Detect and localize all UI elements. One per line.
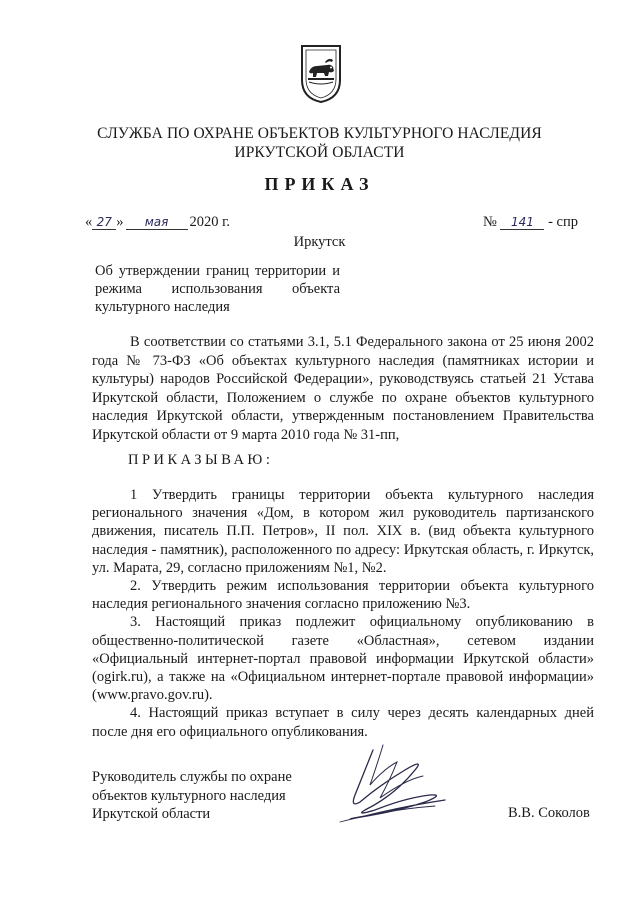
handwritten-signature-icon: [335, 740, 465, 835]
subject-line: культурного наследия: [95, 299, 230, 315]
document-subject: [95, 262, 340, 316]
subject-line: Об утверждении границ территории и: [95, 263, 340, 279]
order-heading: ПРИКАЗЫВАЮ:: [128, 452, 274, 468]
document-title: ПРИКАЗ: [264, 174, 375, 194]
signer-name: В.В. Соколов: [508, 805, 590, 821]
document-date: [85, 214, 230, 231]
number-suffix: - спр: [548, 214, 578, 230]
number-value-handwritten: 141: [500, 216, 544, 230]
signatory-line: Иркутской области: [92, 806, 211, 822]
organization-name: СЛУЖБА ПО ОХРАНЕ ОБЪЕКТОВ КУЛЬТУРНОГО НАСЛЕДИЯ: [97, 125, 542, 142]
signatory-position: [92, 768, 292, 824]
date-month-handwritten: мая: [126, 216, 188, 230]
preamble-paragraph: [92, 333, 594, 444]
coat-of-arms-icon: [299, 42, 343, 104]
order-item: 4. Настоящий приказ вступает в силу через десять календарных дней после дня его официального опубликования.: [92, 705, 594, 740]
preamble-text: В соответствии со статьями 3.1, 5.1 Федерального закона от 25 июня 2002 года № 73-ФЗ «Об объектах культурного наследия (памятниках истории и культуры) народов Российской Федерации», руководствуясь статьей 21 Устава Иркутской области, Положением о службе по охране объектов культурного наследия Иркутской области, утвержденным постановлением Правительства Иркутской области от 9 марта 2010 года № 31-пп,: [92, 334, 594, 443]
order-item: 2. Утвердить режим использования территории объекта культурного наследия регионального значения согласно приложению №3.: [92, 578, 594, 613]
order-item: 1 Утвердить границы территории объекта культурного наследия регионального значения «Дом, в котором жил руководитель партизанского движения, писатель П.П. Петров», II пол. XIX в. (вид объекта культурного наследия - памятник), расположенного по адресу: Иркутская область, г. Иркутск, ул. Марата, 29, согласно приложениям №1, №2.: [92, 487, 594, 576]
organization-region: ИРКУТСКОЙ ОБЛАСТИ: [234, 144, 405, 161]
signatory-line: объектов культурного наследия: [92, 787, 286, 804]
date-open-quote: «: [85, 214, 93, 230]
order-items: [92, 486, 594, 741]
subject-line: режима использования объекта: [95, 281, 340, 297]
document-city: Иркутск: [293, 234, 346, 250]
number-prefix: №: [483, 214, 497, 230]
date-year: 2020 г.: [189, 214, 231, 230]
signatory-line: Руководитель службы по охране: [92, 769, 292, 785]
order-item: 3. Настоящий приказ подлежит официальному опубликованию в общественно-политической газете «Областная», сетевом издании «Официальный интернет-портал правовой информации Иркутской области» (ogirk.ru), а также на «Официальном интернет-портале правовой информации» (www.pravo.gov.ru).: [92, 614, 594, 704]
document-number: [483, 214, 578, 231]
date-day-handwritten: 27: [92, 216, 116, 230]
date-close-quote: »: [116, 214, 124, 230]
